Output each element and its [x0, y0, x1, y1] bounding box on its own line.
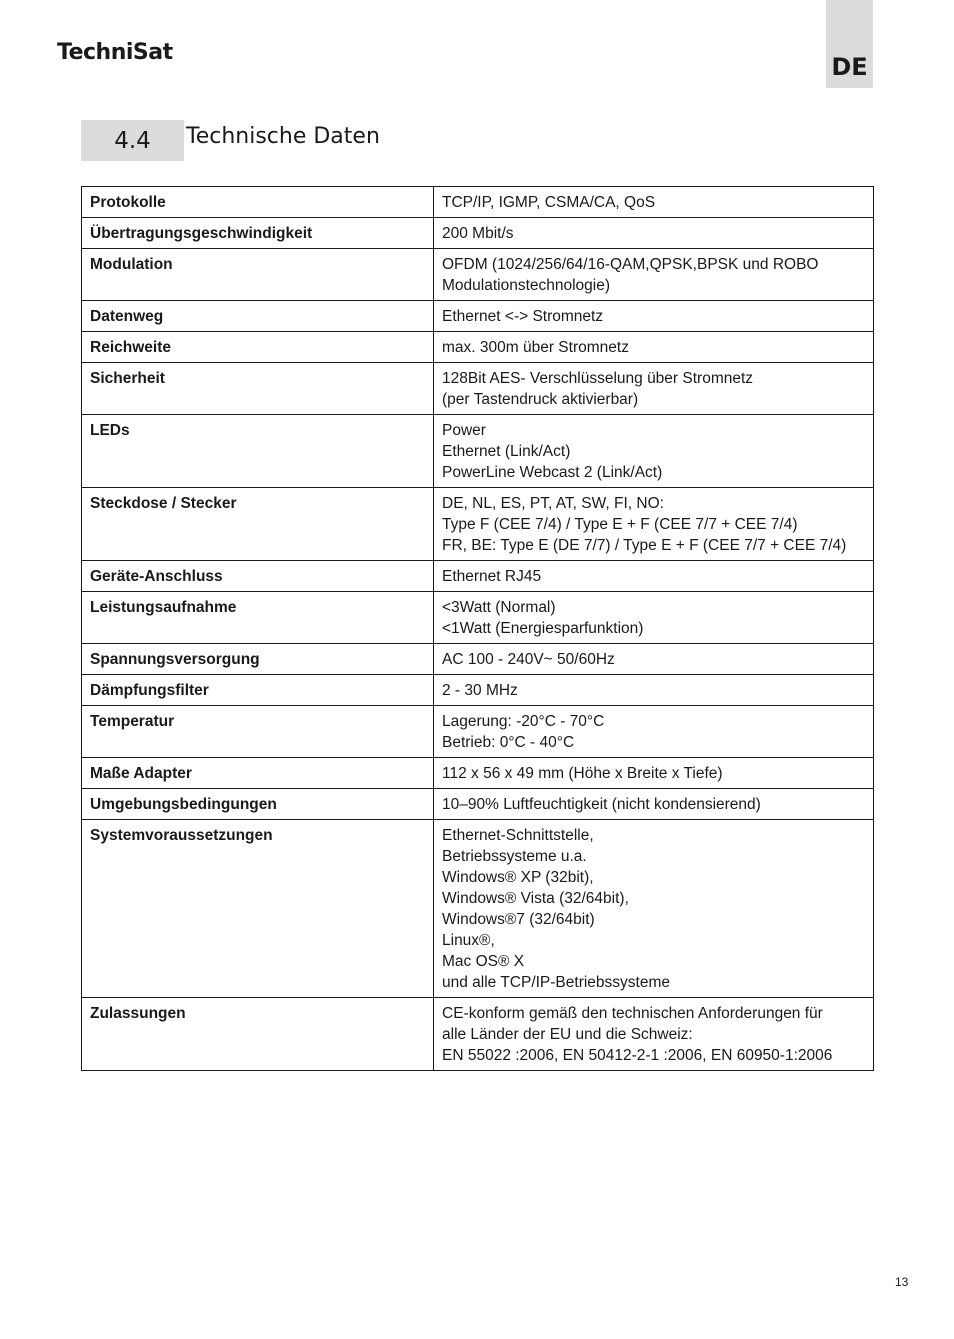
spec-value-line: DE, NL, ES, PT, AT, SW, FI, NO: — [442, 495, 664, 512]
spec-value-line: TCP/IP, IGMP, CSMA/CA, QoS — [442, 194, 656, 211]
spec-label: Datenweg — [82, 301, 434, 332]
spec-label: Sicherheit — [82, 363, 434, 415]
spec-value-line: CE-konform gemäß den technischen Anforderungen für — [442, 1005, 823, 1022]
spec-table-body — [82, 187, 874, 1071]
spec-value — [434, 789, 874, 820]
spec-value-line: Windows®7 (32/64bit) — [442, 911, 595, 928]
spec-value-line: AC 100 - 240V~ 50/60Hz — [442, 651, 615, 668]
spec-value-line: max. 300m über Stromnetz — [442, 339, 629, 356]
spec-value-line: Power — [442, 422, 486, 439]
spec-label: Umgebungsbedingungen — [82, 789, 434, 820]
spec-row — [82, 561, 874, 592]
spec-value-line: Type F (CEE 7/4) / Type E + F (CEE 7/7 + CEE 7/4) — [442, 516, 798, 533]
spec-row — [82, 758, 874, 789]
spec-value — [434, 363, 874, 415]
spec-row — [82, 415, 874, 488]
spec-row — [82, 706, 874, 758]
spec-value — [434, 332, 874, 363]
spec-value-line: 200 Mbit/s — [442, 225, 514, 242]
spec-label: Dämpfungsfilter — [82, 675, 434, 706]
spec-value — [434, 706, 874, 758]
spec-value — [434, 561, 874, 592]
spec-value-line: Windows® Vista (32/64bit), — [442, 890, 629, 907]
spec-value-line: 128Bit AES- Verschlüsselung über Stromnetz — [442, 370, 754, 387]
spec-value-line: Windows® XP (32bit), — [442, 869, 594, 886]
spec-value — [434, 301, 874, 332]
spec-value-line: EN 55022 :2006, EN 50412-2-1 :2006, EN 60950-1:2006 — [442, 1047, 833, 1064]
spec-table — [81, 186, 874, 1071]
spec-row — [82, 332, 874, 363]
spec-value-line: 10–90% Luftfeuchtigkeit (nicht kondensierend) — [442, 796, 761, 813]
spec-value-line: Ethernet RJ45 — [442, 568, 542, 585]
spec-value — [434, 820, 874, 998]
spec-value-line: Ethernet (Link/Act) — [442, 443, 571, 460]
spec-row — [82, 820, 874, 998]
spec-label: Reichweite — [82, 332, 434, 363]
spec-value — [434, 187, 874, 218]
spec-value-line: OFDM (1024/256/64/16-QAM,QPSK,BPSK und ROBO — [442, 256, 819, 273]
spec-row — [82, 644, 874, 675]
spec-label: Temperatur — [82, 706, 434, 758]
spec-value-line: alle Länder der EU und die Schweiz: — [442, 1026, 693, 1043]
page-number: 13 — [895, 1275, 909, 1289]
spec-value — [434, 218, 874, 249]
spec-row — [82, 789, 874, 820]
spec-value-line: Betriebssysteme u.a. — [442, 848, 587, 865]
spec-label: Übertragungsgeschwindigkeit — [82, 218, 434, 249]
spec-value — [434, 758, 874, 789]
spec-label: LEDs — [82, 415, 434, 488]
spec-value — [434, 488, 874, 561]
spec-label: Steckdose / Stecker — [82, 488, 434, 561]
language-tab: DE — [826, 0, 873, 88]
spec-label: Systemvoraussetzungen — [82, 820, 434, 998]
spec-value-line: FR, BE: Type E (DE 7/7) / Type E + F (CEE 7/7 + CEE 7/4) — [442, 537, 847, 554]
spec-value-line: Lagerung: -20°C - 70°C — [442, 713, 605, 730]
spec-row — [82, 592, 874, 644]
spec-label: Leistungsaufnahme — [82, 592, 434, 644]
spec-value — [434, 415, 874, 488]
section-number: 4.4 — [81, 120, 184, 161]
spec-value — [434, 592, 874, 644]
spec-value-line: Linux®, — [442, 932, 495, 949]
spec-row — [82, 218, 874, 249]
spec-value-line: PowerLine Webcast 2 (Link/Act) — [442, 464, 663, 481]
spec-value-line: Mac OS® X — [442, 953, 525, 970]
spec-row — [82, 675, 874, 706]
spec-value — [434, 998, 874, 1071]
spec-row — [82, 187, 874, 218]
spec-row — [82, 488, 874, 561]
spec-label: Modulation — [82, 249, 434, 301]
spec-label: Zulassungen — [82, 998, 434, 1071]
spec-value-line: Betrieb: 0°C - 40°C — [442, 734, 575, 751]
spec-value-line: <3Watt (Normal) — [442, 599, 556, 616]
spec-row — [82, 363, 874, 415]
brand-logo: TechniSat — [57, 40, 173, 65]
spec-value — [434, 249, 874, 301]
spec-value-line: Modulationstechnologie) — [442, 277, 611, 294]
spec-label: Spannungsversorgung — [82, 644, 434, 675]
spec-value-line: und alle TCP/IP-Betriebssysteme — [442, 974, 671, 991]
spec-label: Geräte-Anschluss — [82, 561, 434, 592]
spec-value — [434, 675, 874, 706]
spec-value-line: Ethernet-Schnittstelle, — [442, 827, 594, 844]
section-title: Technische Daten — [186, 124, 380, 149]
spec-label: Protokolle — [82, 187, 434, 218]
spec-value-line: <1Watt (Energiesparfunktion) — [442, 620, 644, 637]
spec-value-line: Ethernet <-> Stromnetz — [442, 308, 604, 325]
spec-row — [82, 249, 874, 301]
spec-label: Maße Adapter — [82, 758, 434, 789]
spec-value-line: 2 - 30 MHz — [442, 682, 518, 699]
spec-value-line: 112 x 56 x 49 mm (Höhe x Breite x Tiefe) — [442, 765, 723, 782]
spec-value — [434, 644, 874, 675]
spec-value-line: (per Tastendruck aktivierbar) — [442, 391, 639, 408]
spec-row — [82, 301, 874, 332]
spec-row — [82, 998, 874, 1071]
